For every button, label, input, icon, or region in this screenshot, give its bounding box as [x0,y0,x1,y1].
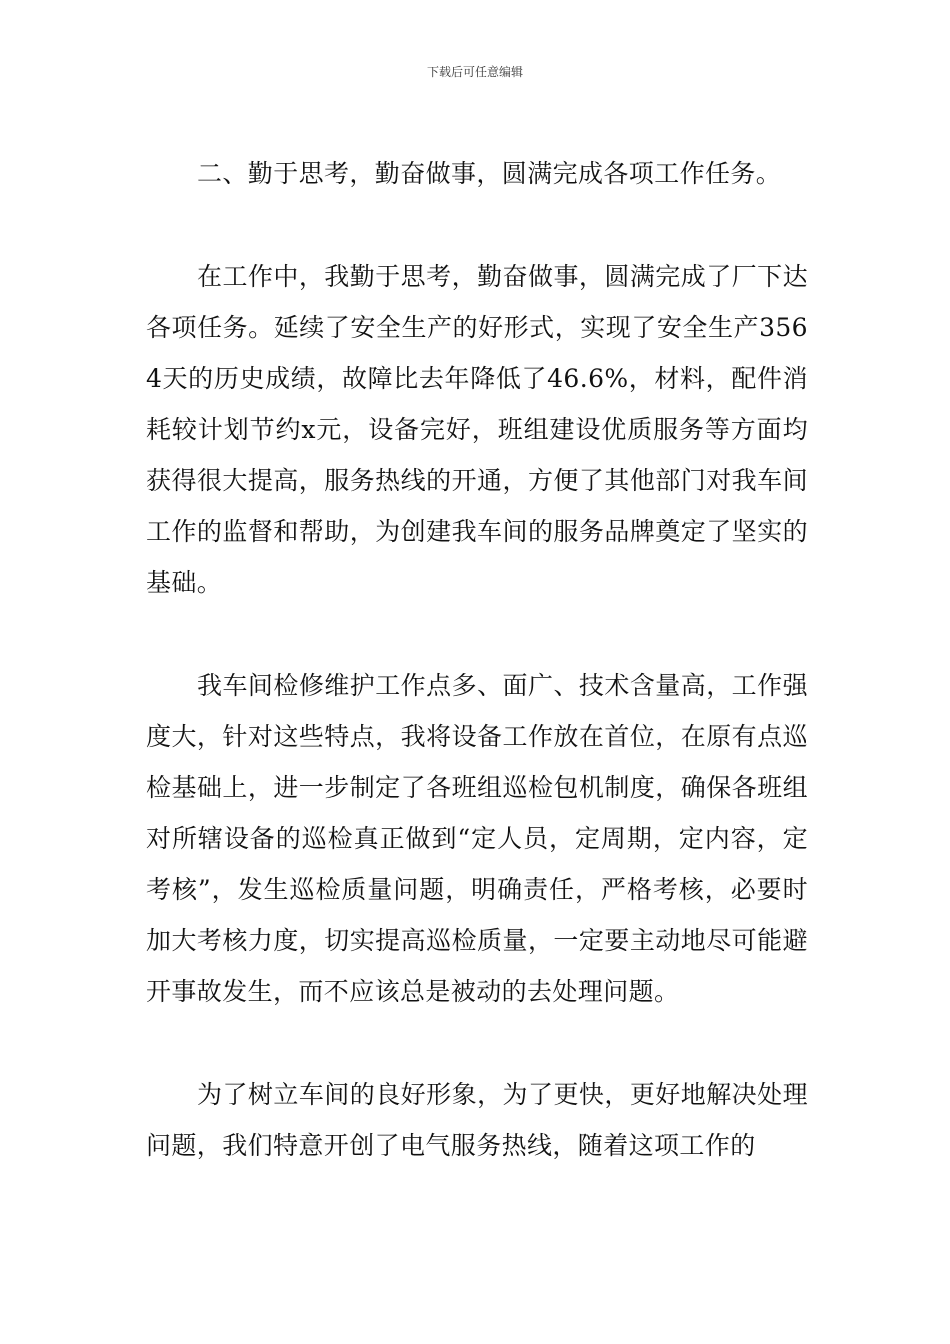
section-heading: 二、勤于思考，勤奋做事，圆满完成各项工作任务。 [197,159,782,188]
paragraph-work-summary: 在工作中，我勤于思考，勤奋做事，圆满完成了厂下达各项任务。延续了安全生产的好形式，实现了安全生产3564天的历史成绩，故障比去年降低了46.6%，材料，配件消耗较计划节约x元，设备完好，班组建设优质服务等方面均获得很大提高，服务热线的开通，方便了其他部门对我车间工作的监督和帮助，为创建我车间的服务品牌奠定了坚实的基础。 [146,262,808,597]
document-body [146,148,808,1171]
paragraph-inspection: 我车间检修维护工作点多、面广、技术含量高，工作强度大，针对这些特点，我将设备工作放在首位，在原有点巡检基础上，进一步制定了各班组巡检包机制度，确保各班组对所辖设备的巡检真正做到“定人员，定周期，定内容，定考核”，发生巡检质量问题，明确责任，严格考核，必要时加大考核力度，切实提高巡检质量，一定要主动地尽可能避开事故发生，而不应该总是被动的去处理问题。 [146,671,808,1006]
page-header-note: 下载后可任意编辑 [426,65,523,79]
paragraph-service-hotline: 为了树立车间的良好形象，为了更快，更好地解决处理问题，我们特意开创了电气服务热线，随着这项工作的 [146,1080,808,1160]
